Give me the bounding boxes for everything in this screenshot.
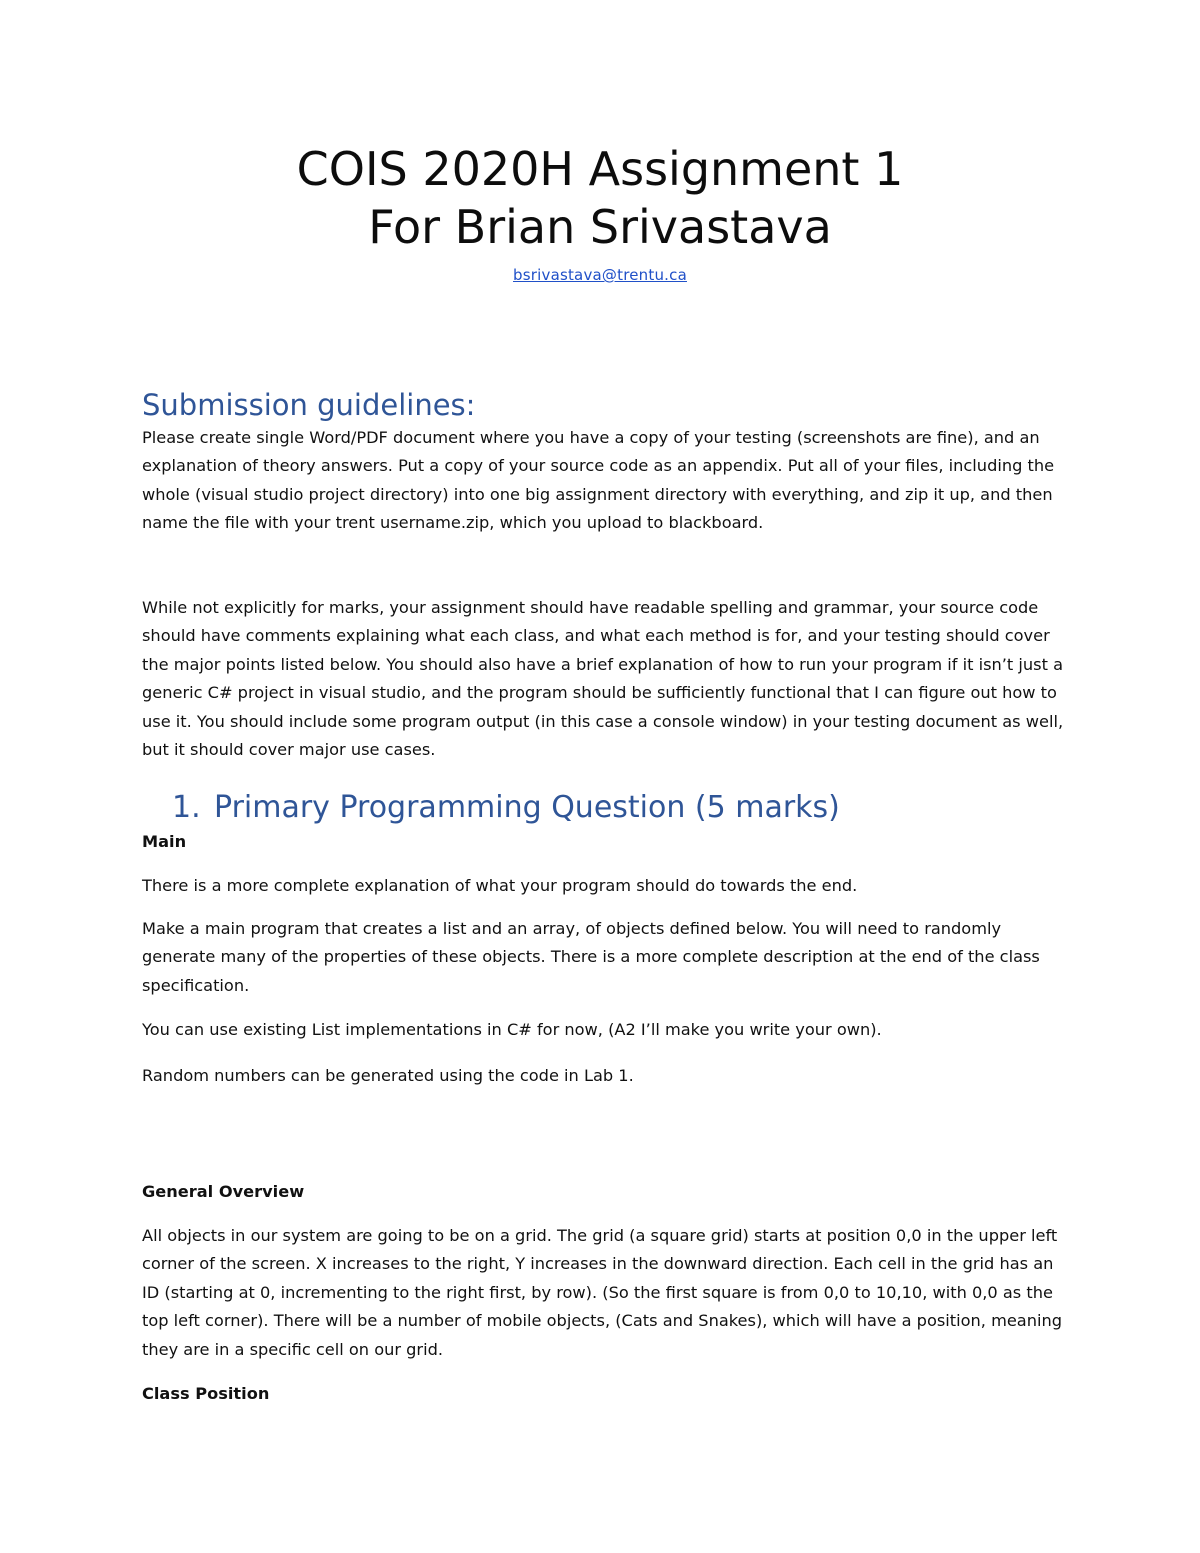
class-position-label: Class Position	[142, 1384, 270, 1403]
submission-paragraph-1: Please create single Word/PDF document where you have a copy of your testing (screenshots are fine), and an explanation of theory answers. Put a copy of your source code as an appendix. Put all of your files, including the whole (visual studio project directory) into one big assignment directory with everything, and zip it up, and then name the file with your trent username.zip, which you upload to blackboard.	[142, 428, 1055, 533]
submission-paragraph-2: While not explicitly for marks, your assignment should have readable spelling and grammar, your source code should have comments explaining what each class, and what each method is for, and your testing should cover the major points listed below. You should also have a brief explanation of how to run your program if it isn’t just a generic C# project in visual studio, and the program should be sufficiently functional that I can figure out how to use it. You should include some program output (in this case a console window) in your testing document as well, but it should cover major use cases.	[142, 598, 1064, 760]
general-overview-paragraph: All objects in our system are going to be on a grid. The grid (a square grid) starts at position 0,0 in the upper left corner of the screen. X increases to the right, Y increases in the downward direction. Each cell in the grid has an ID (starting at 0, incrementing to the right first, by row). (So the first square is from 0,0 to 10,10, with 0,0 as the top left corner). There will be a number of mobile objects, (Cats and Snakes), which will have a position, meaning they are in a specific cell on our grid.	[142, 1226, 1063, 1359]
document-title: COIS 2020H Assignment 1	[296, 142, 904, 196]
main-paragraph-2: Make a main program that creates a list and an array, of objects defined below. You will need to randomly generate many of the properties of these objects. There is a more complete description at the end of the class specification.	[142, 919, 1040, 995]
submission-heading: Submission guidelines:	[142, 388, 476, 422]
main-paragraph-1: There is a more complete explanation of what your program should do towards the end.	[142, 876, 858, 895]
heading-number: 1.	[172, 790, 201, 825]
primary-question-heading	[172, 787, 840, 829]
main-paragraph-3: You can use existing List implementations in C# for now, (A2 I’ll make you write your own).	[142, 1020, 882, 1039]
main-paragraph-4: Random numbers can be generated using the code in Lab 1.	[142, 1066, 634, 1085]
main-label: Main	[142, 832, 187, 851]
title-block	[0, 140, 1200, 284]
document-subtitle: For Brian Srivastava	[368, 200, 832, 254]
general-overview-label: General Overview	[142, 1182, 305, 1201]
heading-text: Primary Programming Question (5 marks)	[214, 790, 840, 825]
email-link[interactable]: bsrivastava@trentu.ca	[513, 266, 687, 284]
